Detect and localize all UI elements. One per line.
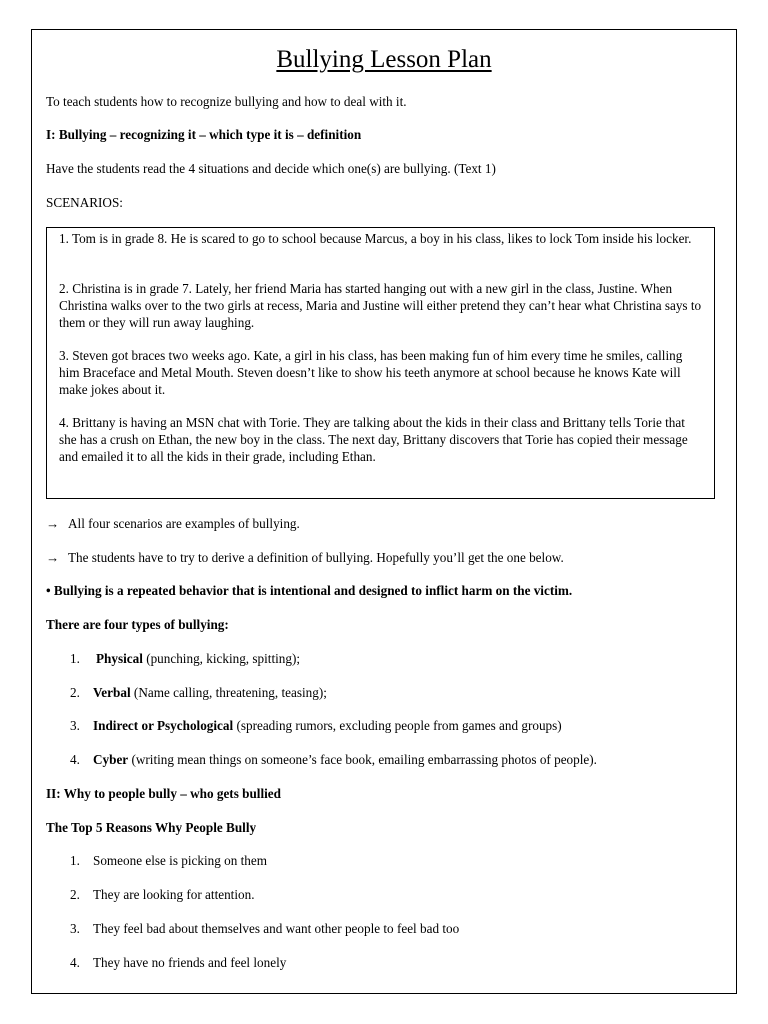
type-item-verbal [70, 685, 327, 702]
list-number: 4. [70, 955, 80, 970]
type-item-cyber [70, 752, 597, 769]
section-2-heading: II: Why to people bully – who gets bullied [46, 786, 281, 801]
arrow-icon: → [46, 516, 60, 531]
list-number: 4. [70, 752, 80, 767]
list-number: 1. [70, 651, 80, 666]
list-number: 3. [70, 718, 80, 733]
reason-text: They are looking for attention. [93, 887, 255, 902]
arrow-icon: → [46, 550, 60, 565]
list-number: 2. [70, 887, 80, 902]
reason-item [70, 887, 255, 904]
scenario-2: 2. Christina is in grade 7. Lately, her friend Maria has started hanging out with a new girl in the class, Justine. When Christina walks over to the two girls at recess, Maria and Justine will either pretend they can’t hear what Christina says to them or they will run away laughing. [59, 281, 702, 330]
bullying-definition: • Bullying is a repeated behavior that is intentional and designed to inflict harm on the victim. [46, 583, 573, 598]
reason-item [70, 921, 459, 938]
type-name: Physical [96, 651, 143, 666]
document-title: Bullying Lesson Plan [276, 46, 492, 73]
scenario-3: 3. Steven got braces two weeks ago. Kate, a girl in his class, has been making fun of him every time he smiles, calling him Braceface and Metal Mouth. Steven doesn’t like to show his teeth anymore at school because he knows Kate will make jokes about it. [59, 348, 683, 397]
arrow-point-text: The students have to try to derive a definition of bullying. Hopefully you’ll get the one below. [68, 550, 564, 565]
type-description: (spreading rumors, excluding people from games and groups) [233, 718, 562, 733]
type-name: Cyber [93, 752, 129, 767]
scenario-4: 4. Brittany is having an MSN chat with Torie. They are talking about the kids in their class and Brittany tells Torie that she has a crush on Ethan, the new boy in the class. The next day, Brittany discovers that Torie has copied their message and emailed it to all the kids in their grade, including Ethan. [59, 415, 688, 464]
reason-item [70, 955, 286, 972]
intro-text: To teach students how to recognize bullying and how to deal with it. [46, 94, 407, 109]
scenario-1: 1. Tom is in grade 8. He is scared to go to school because Marcus, a boy in his class, likes to lock Tom inside his locker. [59, 231, 692, 246]
document-page [31, 29, 737, 994]
reason-item [70, 853, 267, 870]
type-description: (writing mean things on someone’s face book, emailing embarrassing photos of people). [128, 752, 597, 767]
arrow-point-1 [46, 516, 300, 533]
arrow-point-2 [46, 550, 564, 567]
list-number: 2. [70, 685, 80, 700]
type-description: (punching, kicking, spitting); [142, 651, 301, 666]
list-number: 3. [70, 921, 80, 936]
scenarios-label: SCENARIOS: [46, 195, 123, 210]
reason-text: Someone else is picking on them [93, 853, 267, 868]
reasons-heading: The Top 5 Reasons Why People Bully [46, 820, 257, 835]
type-name: Verbal [93, 685, 131, 700]
scenarios-box [46, 227, 715, 499]
type-name: Indirect or Psychological [93, 718, 234, 733]
reason-text: They have no friends and feel lonely [93, 955, 287, 970]
type-description: (Name calling, threatening, teasing); [130, 685, 327, 700]
section-1-heading: I: Bullying – recognizing it – which type it is – definition [46, 127, 362, 142]
instruction-text: Have the students read the 4 situations and decide which one(s) are bullying. (Text 1) [46, 161, 496, 176]
types-heading: There are four types of bullying: [46, 617, 229, 632]
reason-text: They feel bad about themselves and want other people to feel bad too [93, 921, 460, 936]
arrow-point-text: All four scenarios are examples of bullying. [68, 516, 300, 531]
type-item-physical [70, 651, 300, 668]
type-item-indirect [70, 718, 562, 735]
list-number: 1. [70, 853, 80, 868]
